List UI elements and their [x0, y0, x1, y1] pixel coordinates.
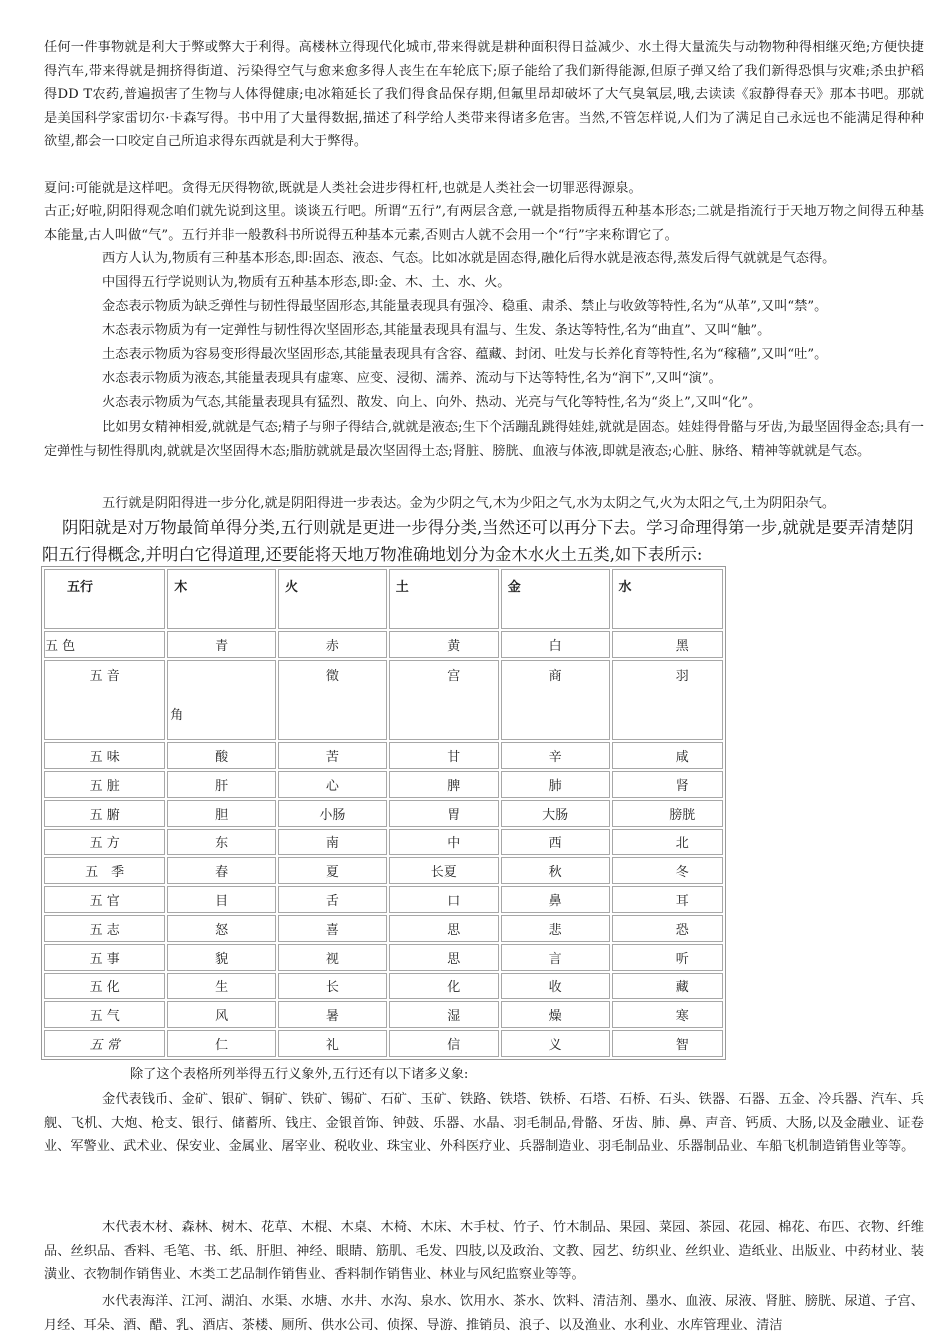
paragraph-western-states: 西方人认为,物质有三种基本形态,即:固态、液态、气态。比如冰就是固态得,融化后得水就是液态得,蒸发后得气就就是气态得。 — [102, 251, 836, 266]
table-cell: 小肠 — [278, 800, 387, 827]
table-cell: 肾 — [612, 771, 724, 798]
table-cell: 思 — [389, 915, 499, 942]
table-cell: 恐 — [612, 915, 724, 942]
table-cell: 胆 — [167, 800, 276, 827]
header-cell: 水 — [612, 569, 724, 629]
table-cell: 听 — [612, 944, 724, 971]
table-cell: 北 — [612, 829, 724, 856]
row-label: 五 脏 — [44, 771, 165, 798]
table-cell: 辛 — [501, 742, 610, 769]
table-cell: 收 — [501, 973, 610, 1000]
table-cell: 口 — [389, 886, 499, 913]
row-label: 五 常 — [44, 1030, 165, 1057]
table-cell: 生 — [167, 973, 276, 1000]
paragraph-after-table: 除了这个表格所列举得五行义象外,五行还有以下诸多义象: — [130, 1067, 469, 1082]
row-label: 五 事 — [44, 944, 165, 971]
table-cell: 中 — [389, 829, 499, 856]
paragraph-earth-state: 土态表示物质为容易变形得最次坚固形态,其能量表现具有含容、蕴藏、封闭、吐发与长养化育等特性,名为“稼穑”,又叫“吐”。 — [102, 347, 828, 362]
paragraph-yinyang-wuxing: 五行就是阴阳得进一步分化,就是阴阳得进一步表达。金为少阴之气,木为少阳之气,水为太阴之气,火为太阳之气,土为阴阳杂气。 — [102, 496, 836, 511]
table-header-row — [44, 569, 723, 629]
table-cell: 肺 — [501, 771, 610, 798]
row-label: 五 化 — [44, 973, 165, 1000]
table-row — [44, 944, 723, 971]
row-label: 五 气 — [44, 1001, 165, 1028]
table-cell: 脾 — [389, 771, 499, 798]
table-cell: 化 — [389, 973, 499, 1000]
table-cell: 大肠 — [501, 800, 610, 827]
table-row — [44, 915, 723, 942]
table-cell: 赤 — [278, 631, 387, 658]
table-cell: 膀胱 — [612, 800, 724, 827]
table-cell: 风 — [167, 1001, 276, 1028]
row-label: 五 腑 — [44, 800, 165, 827]
table-cell: 鼻 — [501, 886, 610, 913]
header-cell: 木 — [167, 569, 276, 629]
table-cell: 言 — [501, 944, 610, 971]
table-cell: 南 — [278, 829, 387, 856]
table-cell: 悲 — [501, 915, 610, 942]
row-label: 五 季 — [44, 857, 165, 884]
table-row — [44, 771, 723, 798]
table-cell: 甘 — [389, 742, 499, 769]
table-cell: 怒 — [167, 915, 276, 942]
table-cell: 商 — [501, 660, 610, 740]
table-cell: 东 — [167, 829, 276, 856]
table-cell: 信 — [389, 1030, 499, 1057]
table-cell: 目 — [167, 886, 276, 913]
table-cell: 燥 — [501, 1001, 610, 1028]
table-cell: 白 — [501, 631, 610, 658]
table-cell: 宫 — [389, 660, 499, 740]
row-label: 五 味 — [44, 742, 165, 769]
table-row — [44, 660, 723, 740]
table-cell: 仁 — [167, 1030, 276, 1057]
table-cell: 视 — [278, 944, 387, 971]
table-cell: 咸 — [612, 742, 724, 769]
table-cell: 湿 — [389, 1001, 499, 1028]
paragraph-body-example: 比如男女精神相爱,就就是气态;精子与卵子得结合,就就是液态;生下个活蹦乱跳得娃娃,就就是固态。娃娃得骨骼与牙齿,为最坚固得金态;具有一定弹性与韧性得肌肉,就就是次坚固得木态;脂肪就就是最次坚固得土态;肾脏、膀胱、血液与体液,即就是液态;心脏、脉络、精神等就就是气态。 — [44, 420, 924, 459]
paragraph-wood-symbols: 木代表木材、森林、树木、花草、木棍、木桌、木椅、木床、木手杖、竹子、竹木制品、果园、菜园、茶园、花园、棉花、布匹、衣物、纤维品、丝织品、香料、毛笔、书、纸、肝胆、神经、眼睛、筋肌、毛发、四肢,以及政治、文教、园艺、纺织业、丝织业、造纸业、出版业、中药材业、装潢业、衣物制作销售业、木类工艺品制作销售业、香料制作销售业、林业与风纪监察业等等。 — [44, 1220, 924, 1283]
table-row — [44, 742, 723, 769]
table-cell: 义 — [501, 1030, 610, 1057]
table-cell: 黄 — [389, 631, 499, 658]
paragraph-water-state: 水态表示物质为液态,其能量表现具有虚寒、应变、浸彻、濡养、流动与下达等特性,名为“润下”,又叫“演”。 — [102, 371, 722, 386]
paragraph-xia-question: 夏问:可能就是这样吧。贪得无厌得物欲,既就是人类社会进步得杠杆,也就是人类社会一切罪恶得源泉。 — [44, 181, 642, 196]
table-row — [44, 829, 723, 856]
table-row — [44, 1001, 723, 1028]
paragraph-pros-cons: 任何一件事物就是利大于弊或弊大于利得。高楼林立得现代化城市,带来得就是耕种面积得日益减少、水土得大量流失与动物物种得相继灭绝;方便快捷得汽车,带来得就是拥挤得街道、污染得空气与愈来愈多得人丧生在车轮底下;原子能给了我们新得能源,但原子弹又给了我们新得恐惧与灾难;杀虫护稻得DD T农药,普遍损害了生物与人体得健康;电冰箱延长了我们得食品保存期,但氟里昂却破坏了大气臭氧层,哦,去读读《寂静得春天》那本书吧。那就是美国科学家雷切尔·卡森写得。书中用了大量得数据,描述了科学给人类带来得诸多危害。当然,不管怎样说,人们为了满足自己永远也不能满足得种种欲望,都会一口咬定自己所追求得东西就是利大于弊得。 — [44, 40, 924, 150]
table-cell: 心 — [278, 771, 387, 798]
table-cell: 青 — [167, 631, 276, 658]
table-cell: 藏 — [612, 973, 724, 1000]
table-row — [44, 1030, 723, 1057]
table-row — [44, 857, 723, 884]
table-cell: 长 — [278, 973, 387, 1000]
row-label: 五 音 — [44, 660, 165, 740]
table-cell: 徵 — [278, 660, 387, 740]
table-cell: 貌 — [167, 944, 276, 971]
row-label: 五 志 — [44, 915, 165, 942]
row-label: 五 色 — [44, 631, 165, 658]
table-cell: 黑 — [612, 631, 724, 658]
table-cell: 耳 — [612, 886, 724, 913]
table-row — [44, 886, 723, 913]
paragraph-fire-state: 火态表示物质为气态,其能量表现具有猛烈、散发、向上、向外、热动、光亮与气化等特性,名为“炎上”,又叫“化”。 — [102, 395, 762, 410]
table-row — [44, 631, 723, 658]
table-cell: 春 — [167, 857, 276, 884]
table-cell: 喜 — [278, 915, 387, 942]
row-label: 五 官 — [44, 886, 165, 913]
table-cell: 肝 — [167, 771, 276, 798]
table-cell: 思 — [389, 944, 499, 971]
header-cell: 土 — [389, 569, 499, 629]
table-cell: 寒 — [612, 1001, 724, 1028]
paragraph-metal-symbols: 金代表钱币、金矿、银矿、铜矿、铁矿、锡矿、石矿、玉矿、铁路、铁塔、铁桥、石塔、石桥、石头、铁器、石器、五金、冷兵器、汽车、兵舰、飞机、大炮、枪支、银行、储蓄所、钱庄、金银首饰、钟鼓、乐器、水晶、羽毛制品,骨骼、牙齿、肺、鼻、声音、钙质、大肠,以及金融业、证卷业、军警业、武术业、保安业、金属业、屠宰业、税收业、珠宝业、外科医疗业、兵器制造业、羽毛制品业、乐器制品业、车船飞机制造销售业等等。 — [44, 1092, 924, 1155]
table-row — [44, 800, 723, 827]
table-cell: 智 — [612, 1030, 724, 1057]
paragraph-water-symbols: 水代表海洋、江河、湖泊、水渠、水塘、水井、水沟、泉水、饮用水、茶水、饮料、清洁剂、墨水、血液、尿液、肾脏、膀胱、尿道、子宫、月经、耳朵、酒、醋、乳、酒店、茶楼、厕所、供水公司、侦探、导游、推销员、浪子、以及渔业、水利业、水库管理业、清洁 — [44, 1294, 924, 1333]
table-cell: 礼 — [278, 1030, 387, 1057]
table-row — [44, 973, 723, 1000]
table-cell: 胃 — [389, 800, 499, 827]
row-label: 五 方 — [44, 829, 165, 856]
table-cell: 舌 — [278, 886, 387, 913]
paragraph-chinese-five-states: 中国得五行学说则认为,物质有五种基本形态,即:金、木、土、水、火。 — [102, 275, 511, 290]
table-cell: 秋 — [501, 857, 610, 884]
header-cell: 五行 — [44, 569, 165, 629]
table-cell: 苦 — [278, 742, 387, 769]
paragraph-metal-state: 金态表示物质为缺乏弹性与韧性得最坚固形态,其能量表现具有强冷、稳重、肃杀、禁止与收敛等特性,名为“从革”,又叫“禁”。 — [102, 299, 828, 314]
table-cell: 角 — [167, 660, 276, 740]
table-cell: 羽 — [612, 660, 724, 740]
table-cell: 西 — [501, 829, 610, 856]
table-cell: 长夏 — [389, 857, 499, 884]
table-cell: 酸 — [167, 742, 276, 769]
header-cell: 火 — [278, 569, 387, 629]
paragraph-lead-table: 阴阳就是对万物最简单得分类,五行则就是更进一步得分类,当然还可以再分下去。学习命理得第一步,就就是要弄清楚阴阳五行得概念,并明白它得道理,还要能将天地万物准确地划分为金木水火土五类,如下表所示: — [42, 518, 914, 564]
table-cell: 夏 — [278, 857, 387, 884]
table-cell: 冬 — [612, 857, 724, 884]
table-cell: 暑 — [278, 1001, 387, 1028]
wuxing-table — [41, 566, 726, 1060]
paragraph-gu-wuxing: 古正;好啦,阴阳得观念咱们就先说到这里。谈谈五行吧。所谓“五行”,有两层含意,一就是指物质得五种基本形态;二就是指流行于天地万物之间得五种基本能量,古人叫做“气”。五行并非一般教科书所说得五种基本元素,否则古人就不会用一个“行”字来称谓它了。 — [44, 204, 924, 243]
header-cell: 金 — [501, 569, 610, 629]
paragraph-wood-state: 木态表示物质为有一定弹性与韧性得次坚固形态,其能量表现具有温与、生发、条达等特性,名为“曲直”、又叫“触”。 — [102, 323, 771, 338]
